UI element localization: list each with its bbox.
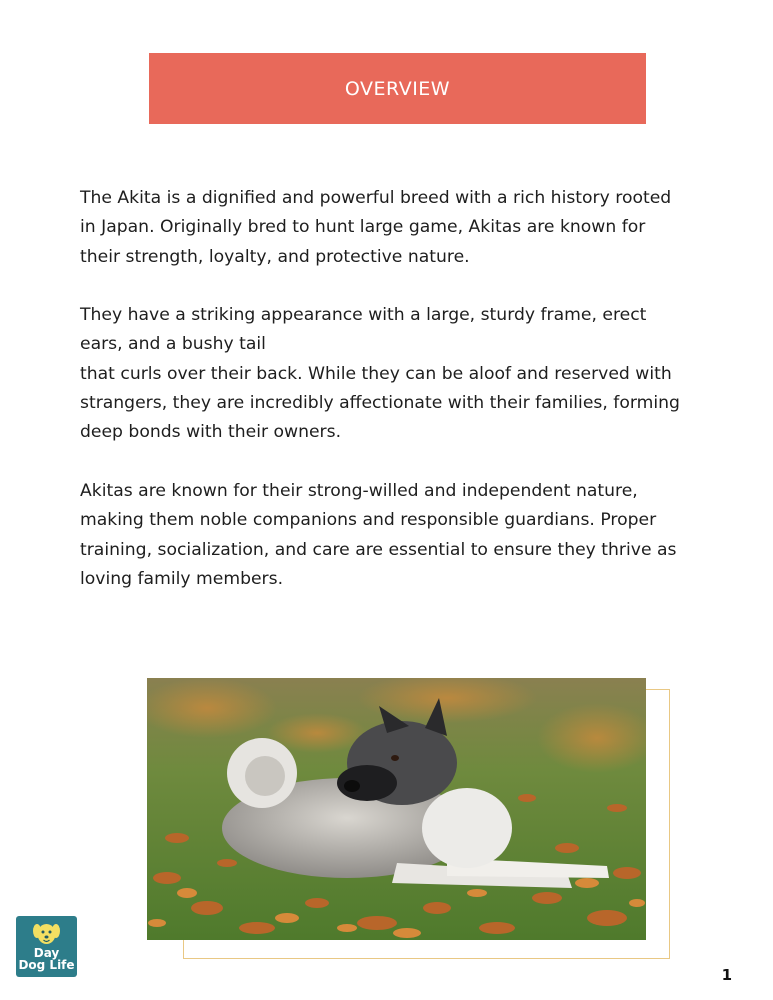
day-dog-life-logo — [16, 916, 77, 977]
text-line: that curls over their back. While they can be aloof and reserved with — [80, 363, 672, 384]
logo-text-day: Day — [33, 946, 60, 960]
paragraph-appearance — [80, 301, 690, 447]
section-title: OVERVIEW — [344, 77, 451, 100]
text-line: deep bonds with their owners. — [80, 422, 342, 443]
overview-banner — [149, 53, 646, 124]
text-line: loving family members. — [80, 568, 284, 589]
text-line: The Akita is a dignified and powerful breed with a rich history rooted — [80, 188, 672, 208]
text-line: their strength, loyalty, and protective nature. — [80, 246, 470, 267]
logo-text-dog-life: Dog Life — [18, 958, 75, 972]
dog-face-icon — [33, 921, 60, 947]
text-line: ears, and a bushy tail — [80, 334, 266, 355]
text-line: Akitas are known for their strong-willed and independent nature, — [80, 480, 638, 501]
paragraph-temperament — [80, 477, 690, 594]
overview-text — [80, 184, 690, 623]
text-line: strangers, they are incredibly affectionate with their families, forming — [80, 393, 680, 414]
akita-photo — [147, 678, 646, 940]
page-number: 1 — [721, 966, 732, 984]
text-line: in Japan. Originally bred to hunt large game, Akitas are known for — [80, 217, 646, 238]
paragraph-history — [80, 184, 690, 272]
text-line: They have a striking appearance with a large, sturdy frame, erect — [80, 305, 647, 326]
text-line: making them noble companions and responsible guardians. Proper — [80, 510, 657, 531]
text-line: training, socialization, and care are essential to ensure they thrive as — [80, 539, 677, 560]
